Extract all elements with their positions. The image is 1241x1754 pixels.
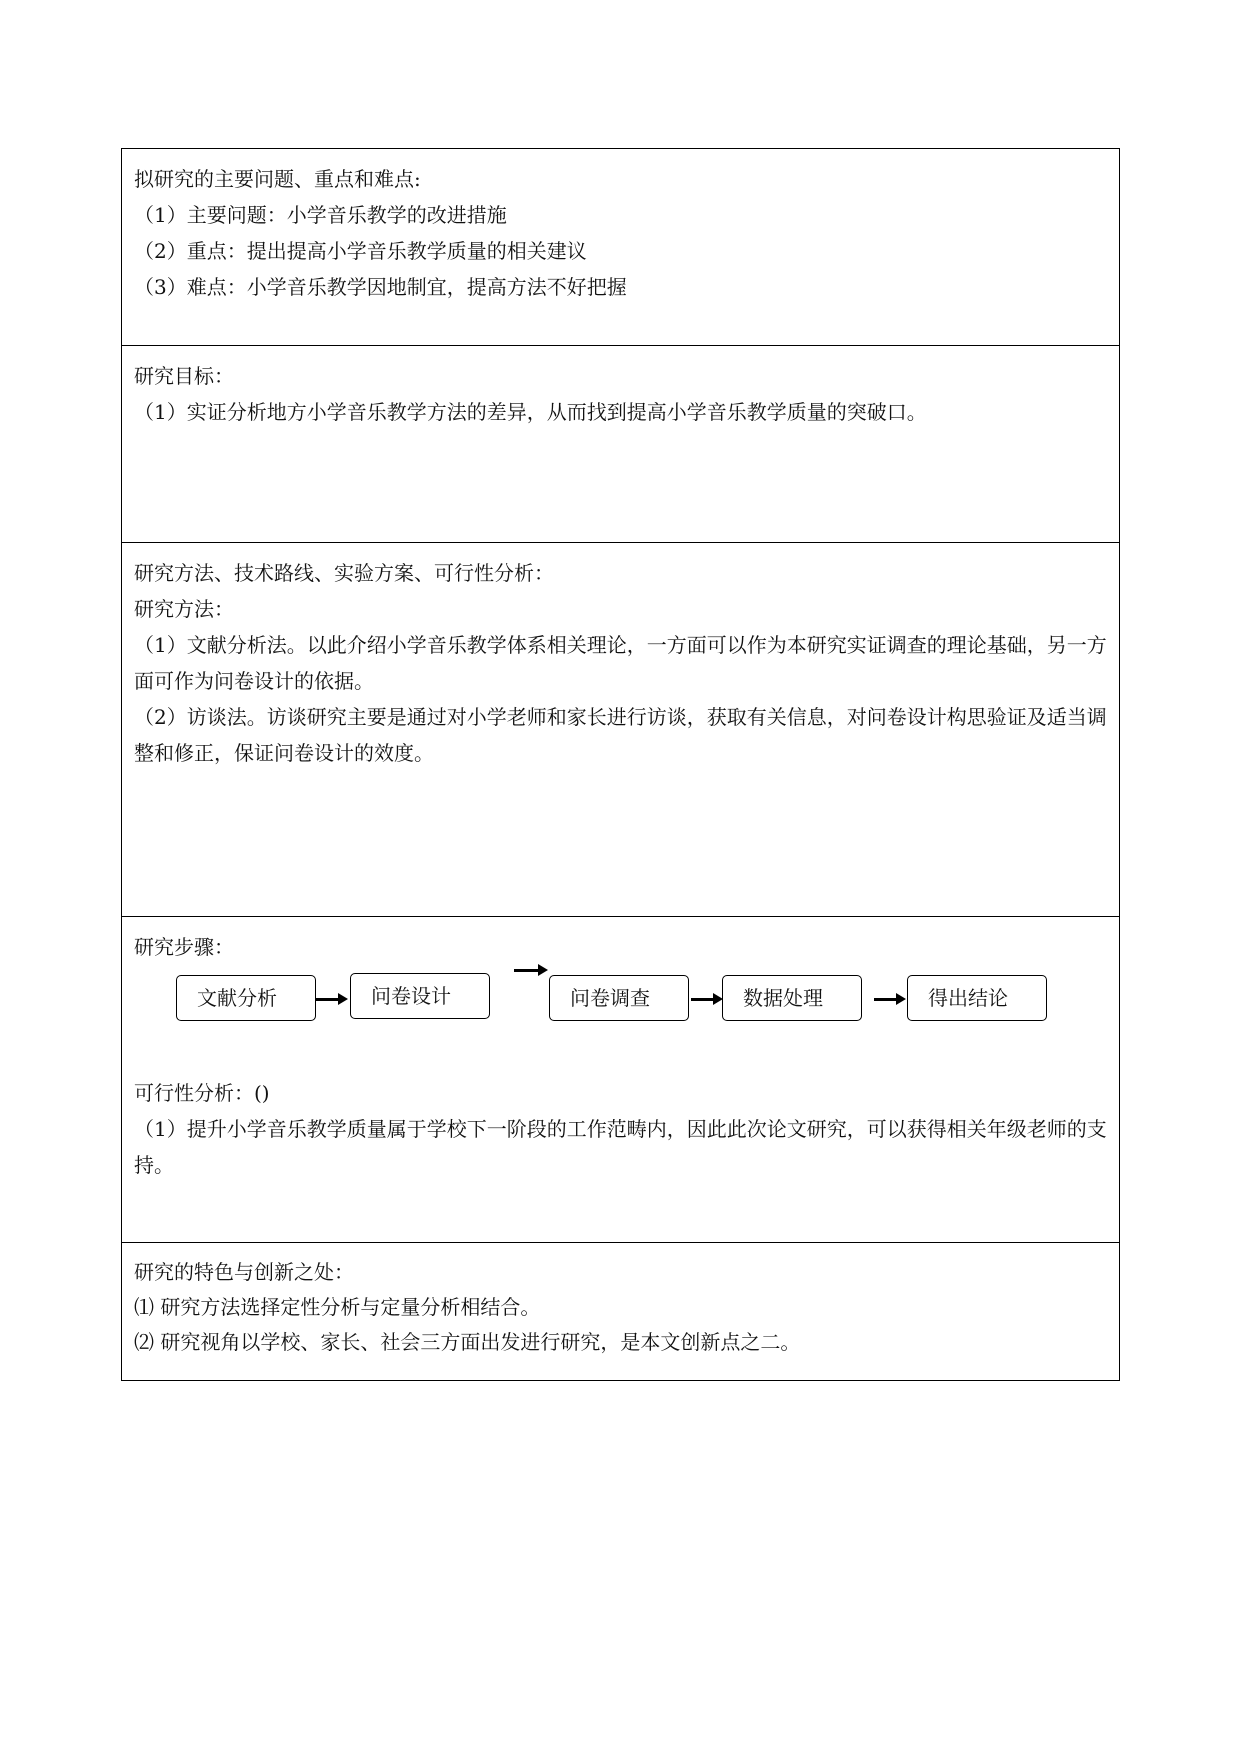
flow-step-box: 得出结论 <box>907 975 1047 1021</box>
list-item: ⑵ 研究视角以学校、家长、社会三方面出发进行研究，是本文创新点之二。 <box>134 1330 801 1354</box>
paragraph: （1）文献分析法。以此介绍小学音乐教学体系相关理论，一方面可以作为本研究实证调查的理论基础，另一方面可作为问卷设计的依据。 <box>134 633 1107 693</box>
steps-flowchart <box>134 965 1107 1075</box>
flow-arrow <box>514 969 540 972</box>
flow-step-box: 数据处理 <box>722 975 862 1021</box>
flow-arrow <box>691 998 715 1001</box>
paragraph: （1）提升小学音乐教学质量属于学校下一阶段的工作范畴内，因此此次论文研究，可以获得相关年级老师的支持。 <box>134 1117 1107 1177</box>
research-methods-cell <box>122 543 1119 917</box>
flow-arrow <box>874 998 898 1001</box>
feasibility-heading: 可行性分析：() <box>134 1081 270 1105</box>
features-innovation-cell <box>122 1243 1119 1382</box>
section-heading: 研究步骤： <box>134 935 234 959</box>
list-item: （3）难点：小学音乐教学因地制宜，提高方法不好把握 <box>134 275 627 299</box>
research-steps-cell <box>122 917 1119 1243</box>
flow-step-box: 问卷调查 <box>549 975 689 1021</box>
section-heading: 研究方法、技术路线、实验方案、可行性分析： <box>134 561 554 585</box>
section-subheading: 研究方法： <box>134 597 234 621</box>
flow-arrow <box>316 998 340 1001</box>
proposal-table <box>121 148 1120 1381</box>
list-item: （1）实证分析地方小学音乐教学方法的差异，从而找到提高小学音乐教学质量的突破口。 <box>134 400 927 424</box>
flow-step-box: 问卷设计 <box>350 973 490 1019</box>
section-heading: 拟研究的主要问题、重点和难点: <box>134 167 421 191</box>
main-problems-cell <box>122 149 1119 346</box>
section-heading: 研究目标： <box>134 364 234 388</box>
section-heading: 研究的特色与创新之处： <box>134 1260 354 1284</box>
list-item: （2）重点：提出提高小学音乐教学质量的相关建议 <box>134 239 587 263</box>
list-item: （1）主要问题：小学音乐教学的改进措施 <box>134 203 507 227</box>
paragraph: （2）访谈法。访谈研究主要是通过对小学老师和家长进行访谈，获取有关信息，对问卷设计构思验证及适当调整和修正，保证问卷设计的效度。 <box>134 705 1107 765</box>
research-goals-cell <box>122 346 1119 543</box>
flow-step-box: 文献分析 <box>176 975 316 1021</box>
list-item: ⑴ 研究方法选择定性分析与定量分析相结合。 <box>134 1295 541 1319</box>
